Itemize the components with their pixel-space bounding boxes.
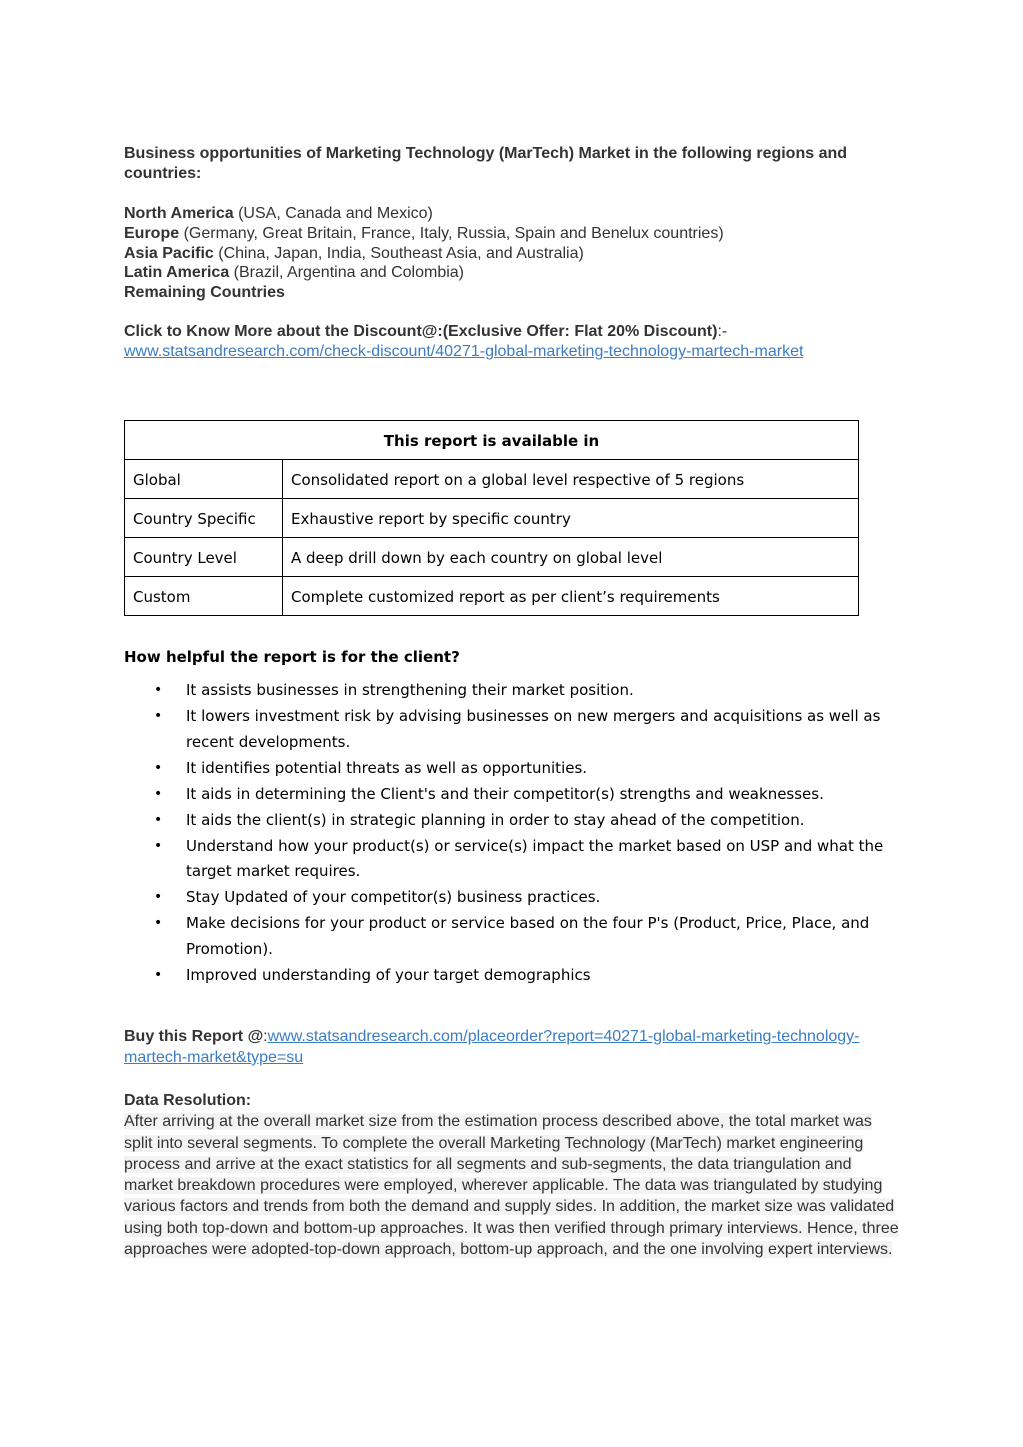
table-row bbox=[125, 460, 859, 499]
region-name: Asia Pacific bbox=[124, 244, 214, 262]
region-detail: (USA, Canada and Mexico) bbox=[233, 205, 433, 222]
list-item bbox=[124, 808, 900, 834]
bullet-icon: • bbox=[154, 759, 163, 776]
table-header: This report is available in bbox=[125, 421, 859, 460]
section-title: Business opportunities of Marketing Technology (MarTech) Market in the following regions and countries: bbox=[124, 145, 848, 182]
report-type: Country Specific bbox=[125, 499, 283, 538]
discount-link[interactable]: www.statsandresearch.com/check-discount/40271-global-marketing-technology-martech-market bbox=[124, 342, 804, 360]
resolution-heading: Data Resolution: bbox=[124, 1092, 252, 1109]
buy-label: Buy this Report @ bbox=[124, 1028, 264, 1045]
resolution-text: After arriving at the overall market size from the estimation process described above, the total market was split into several segments. To complete the overall Marketing Technology (MarTech) market engineering process and arrive at the exact statistics for all segments and sub-segments, the data triangulation and market breakdown procedures were employed, wherever applicable. The data was triangulated by studying various factors and trends from both the demand and supply sides. In addition, the market size was validated using both top-down and bottom-up approaches. It was then verified through primary interviews. Hence, three approaches were adopted-top-down approach, bottom-up approach, and the one involving expert interviews. bbox=[124, 1113, 899, 1259]
report-description: Complete customized report as per client’s requirements bbox=[283, 577, 859, 616]
bullet-icon: • bbox=[154, 682, 163, 698]
region-detail: (Brazil, Argentina and Colombia) bbox=[229, 264, 464, 282]
buy-separator: : bbox=[263, 1028, 268, 1045]
list-item bbox=[124, 963, 900, 989]
list-item-text: Make decisions for your product or service based on the four P's (Product, Price, Place, and Promotion). bbox=[186, 914, 870, 958]
bullet-icon: • bbox=[154, 966, 163, 983]
discount-label: Click to Know More about the Discount@:(Exclusive Offer: Flat 20% Discount) bbox=[124, 322, 718, 340]
list-item bbox=[124, 678, 900, 704]
list-item bbox=[124, 885, 900, 911]
discount-paragraph bbox=[124, 322, 900, 362]
region-name: Latin America bbox=[124, 264, 230, 282]
bullet-icon: • bbox=[154, 708, 163, 724]
table-row bbox=[125, 499, 859, 538]
regions-list bbox=[124, 204, 900, 303]
buy-link[interactable]: www.statsandresearch.com/placeorder?report=40271-global-marketing-technology-martech-market&type=su bbox=[124, 1028, 860, 1066]
table-row bbox=[125, 577, 859, 616]
report-type: Country Level bbox=[125, 538, 283, 577]
region-remaining bbox=[124, 283, 900, 303]
list-item bbox=[124, 911, 900, 962]
region-name: Europe bbox=[124, 224, 180, 242]
list-item-text: It identifies potential threats as well as opportunities. bbox=[186, 758, 588, 777]
availability-table bbox=[124, 420, 859, 616]
list-item bbox=[124, 756, 900, 782]
list-item-text: Stay Updated of your competitor(s) business practices. bbox=[186, 888, 601, 906]
buy-paragraph bbox=[124, 1026, 900, 1068]
helpful-heading: How helpful the report is for the client? bbox=[124, 648, 460, 666]
bullet-icon: • bbox=[154, 889, 163, 905]
region-latin-america bbox=[124, 263, 900, 283]
bullet-icon: • bbox=[154, 811, 163, 828]
bullet-icon: • bbox=[154, 785, 163, 802]
discount-separator: :- bbox=[717, 322, 728, 340]
table-row bbox=[125, 538, 859, 577]
list-item-text: Understand how your product(s) or service(s) impact the market based on USP and what the target market requires. bbox=[186, 836, 884, 880]
report-type: Global bbox=[125, 460, 283, 499]
region-detail: (China, Japan, India, Southeast Asia, and Australia) bbox=[213, 244, 584, 262]
helpful-section bbox=[124, 647, 900, 989]
report-description: A deep drill down by each country on global level bbox=[283, 538, 859, 577]
list-item-text: It assists businesses in strengthening their market position. bbox=[186, 681, 634, 699]
bullet-icon: • bbox=[154, 915, 163, 931]
region-name: North America bbox=[124, 205, 234, 222]
region-north-america bbox=[124, 204, 900, 224]
region-europe bbox=[124, 224, 900, 244]
resolution-section bbox=[124, 1090, 900, 1260]
list-item bbox=[124, 782, 900, 808]
list-item-text: It aids the client(s) in strategic planning in order to stay ahead of the competition. bbox=[186, 810, 805, 829]
list-item-text: It lowers investment risk by advising businesses on new mergers and acquisitions as well as recent developments. bbox=[186, 707, 881, 751]
report-description: Exhaustive report by specific country bbox=[283, 499, 859, 538]
helpful-list bbox=[124, 678, 900, 988]
table-header-row bbox=[125, 421, 859, 460]
region-asia-pacific bbox=[124, 244, 900, 264]
bullet-icon: • bbox=[154, 837, 163, 854]
list-item bbox=[124, 834, 900, 885]
region-name: Remaining Countries bbox=[124, 284, 285, 302]
list-item bbox=[124, 704, 900, 755]
document-page bbox=[124, 144, 900, 1259]
list-item-text: Improved understanding of your target demographics bbox=[186, 965, 591, 984]
report-description: Consolidated report on a global level respective of 5 regions bbox=[283, 460, 859, 499]
list-item-text: It aids in determining the Client's and their competitor(s) strengths and weaknesses. bbox=[186, 784, 824, 803]
region-detail: (Germany, Great Britain, France, Italy, Russia, Spain and Benelux countries) bbox=[179, 224, 724, 242]
report-type: Custom bbox=[125, 577, 283, 616]
